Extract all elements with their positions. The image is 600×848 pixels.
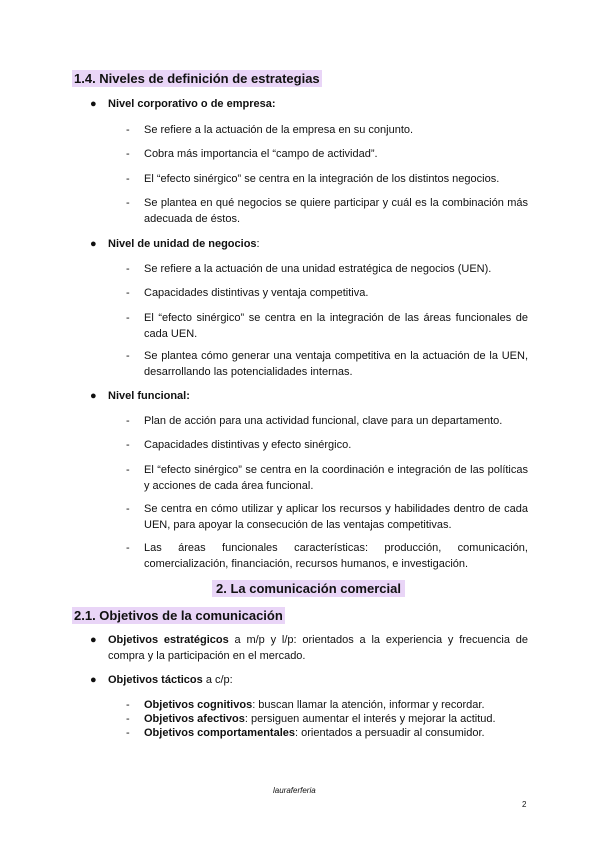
bullet-dot: ● bbox=[90, 634, 97, 646]
bullet-label: Nivel funcional: bbox=[108, 390, 190, 402]
bullet-text: a m/p y l/p: orientados a la experiencia y frecuencia de compra y la participación en el mercado. bbox=[108, 634, 528, 662]
bullet-dot: ● bbox=[90, 98, 97, 110]
list-item-text: Las áreas funcionales características: producción, comunicación, comercialización, financiación, recursos humanos, e investigación. bbox=[144, 542, 528, 570]
list-item: - Cobra más importancia el “campo de actividad”. bbox=[126, 147, 528, 163]
bullet-label: Nivel de unidad de negocios bbox=[108, 238, 257, 250]
list-item: - Capacidades distintivas y efecto sinérgico. bbox=[126, 438, 528, 454]
list-item: - Se centra en cómo utilizar y aplicar los recursos y habilidades dentro de cada UEN, para apoyar la consecución de las ventajas competitivas. bbox=[126, 502, 528, 533]
sub-label: Objetivos afectivos bbox=[144, 713, 245, 725]
sub-text: : orientados a persuadir al consumidor. bbox=[295, 727, 485, 739]
list-item-text: Se refiere a la actuación de la empresa en su conjunto. bbox=[144, 124, 414, 136]
sub-text: : persiguen aumentar el interés y mejorar la actitud. bbox=[244, 713, 496, 725]
list-item-text: El “efecto sinérgico” se centra en la integración de las áreas funcionales de cada UEN. bbox=[144, 312, 528, 340]
list-item-text: Se centra en cómo utilizar y aplicar los recursos y habilidades dentro de cada UEN, para apoyar la consecución de las ventajas competitivas. bbox=[144, 503, 528, 531]
list-item: - Plan de acción para una actividad funcional, clave para un departamento. bbox=[126, 414, 528, 430]
bullet-label: Objetivos estratégicos bbox=[108, 634, 229, 646]
list-item-text: Se plantea en qué negocios se quiere participar y cuál es la combinación más adecuada de éstos. bbox=[144, 197, 528, 225]
section-heading-1-4: 1.4. Niveles de definición de estrategias bbox=[74, 71, 320, 86]
bullet-objetivos-tacticos bbox=[90, 673, 233, 688]
list-item: - Se plantea en qué negocios se quiere participar y cuál es la combinación más adecuada de éstos. bbox=[126, 196, 528, 227]
bullet-dot: ● bbox=[90, 238, 97, 250]
list-item: - Objetivos comportamentales: orientados a persuadir al consumidor. bbox=[126, 727, 485, 739]
list-item-text: Se refiere a la actuación de una unidad estratégica de negocios (UEN). bbox=[144, 263, 492, 275]
list-item-text: Plan de acción para una actividad funcional, clave para un departamento. bbox=[144, 415, 503, 427]
bullet-label: Nivel corporativo o de empresa: bbox=[108, 98, 276, 110]
list-item-text: Cobra más importancia el “campo de actividad”. bbox=[144, 148, 378, 160]
page-number: 2 bbox=[522, 800, 527, 809]
bullet-dot: ● bbox=[90, 390, 97, 402]
list-item-text: El “efecto sinérgico” se centra en la integración de los distintos negocios. bbox=[144, 173, 500, 185]
list-item: - El “efecto sinérgico” se centra en la integración de las áreas funcionales de cada UEN. bbox=[126, 311, 528, 342]
list-item: - Objetivos cognitivos: buscan llamar la atención, informar y recordar. bbox=[126, 699, 485, 711]
list-item: - El “efecto sinérgico” se centra en la coordinación e integración de las políticas y acciones de cada área funcional. bbox=[126, 463, 528, 494]
list-item: - Capacidades distintivas y ventaja competitiva. bbox=[126, 286, 528, 302]
bullet-nivel-funcional bbox=[90, 389, 190, 404]
list-item: - Se refiere a la actuación de la empresa en su conjunto. bbox=[126, 123, 528, 139]
list-item: - El “efecto sinérgico” se centra en la integración de los distintos negocios. bbox=[126, 172, 528, 188]
list-item-text: Capacidades distintivas y ventaja competitiva. bbox=[144, 287, 369, 299]
bullet-label: Objetivos tácticos bbox=[108, 674, 203, 686]
list-item: - Se refiere a la actuación de una unidad estratégica de negocios (UEN). bbox=[126, 262, 528, 278]
bullet-nivel-corporativo bbox=[90, 97, 276, 112]
list-item: - Se plantea cómo generar una ventaja competitiva en la actuación de la UEN, desarrollando las potencialidades internas. bbox=[126, 349, 528, 380]
bullet-objetivos-estrategicos bbox=[90, 633, 528, 664]
chapter-heading-2: 2. La comunicación comercial bbox=[212, 580, 405, 597]
bullet-text: a c/p: bbox=[202, 674, 233, 686]
footer-author: lauraferferia bbox=[273, 786, 316, 795]
list-item: - Objetivos afectivos: persiguen aumentar el interés y mejorar la actitud. bbox=[126, 713, 496, 725]
sub-label: Objetivos cognitivos bbox=[144, 699, 253, 711]
section-heading-2-1: 2.1. Objetivos de la comunicación bbox=[74, 608, 283, 623]
list-item-text: Se plantea cómo generar una ventaja competitiva en la actuación de la UEN, desarrollando las potencialidades internas. bbox=[144, 350, 528, 378]
bullet-nivel-unidad-negocios bbox=[90, 237, 260, 252]
list-item-text: El “efecto sinérgico” se centra en la coordinación e integración de las políticas y acciones de cada área funcional. bbox=[144, 464, 528, 492]
sub-text: : buscan llamar la atención, informar y recordar. bbox=[252, 699, 485, 711]
sub-label: Objetivos comportamentales bbox=[144, 727, 295, 739]
bullet-dot: ● bbox=[90, 674, 97, 686]
list-item: - Las áreas funcionales características: producción, comunicación, comercialización, financiación, recursos humanos, e investigación. bbox=[126, 541, 528, 572]
bullet-label-suffix: : bbox=[256, 238, 260, 250]
list-item-text: Capacidades distintivas y efecto sinérgico. bbox=[144, 439, 352, 451]
